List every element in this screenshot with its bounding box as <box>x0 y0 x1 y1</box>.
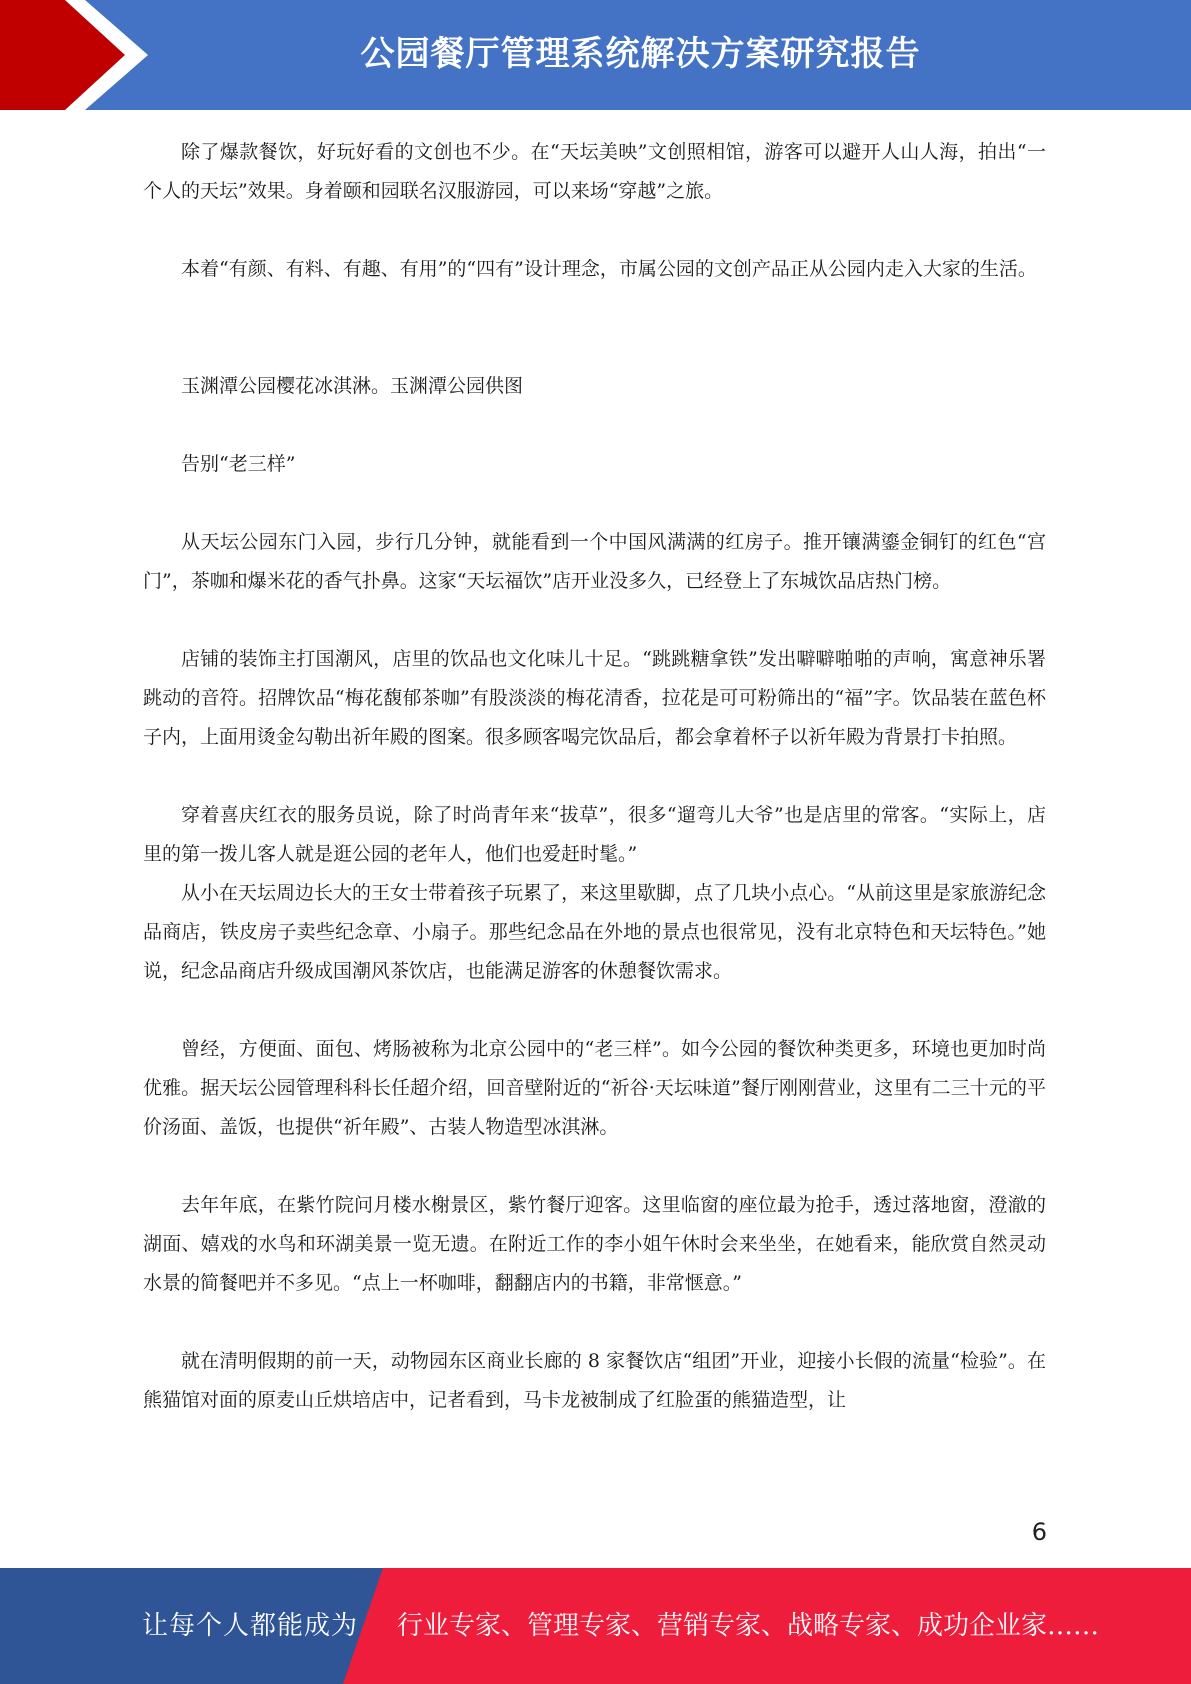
page-footer <box>0 1568 1191 1684</box>
section-heading: 告别“老三样” <box>181 453 296 475</box>
footer-slogan-right: 行业专家、管理专家、营销专家、战略专家、成功企业家…… <box>397 1611 1100 1641</box>
paragraph-cultural-products: 除了爆款餐饮，好玩好看的文创也不少。在“天坛美映”文创照相馆，游客可以避开人山人海，拍出“一个人的天坛”效果。身着颐和园联名汉服游园，可以来场“穿越”之旅。 <box>143 141 1046 202</box>
paragraph-ms-wang: 从小在天坛周边长大的王女士带着孩子玩累了，来这里歇脚，点了几块小点心。“从前这里是家旅游纪念品商店，铁皮房子卖些纪念章、小扇子。那些纪念品在外地的景点也很常见，没有北京特色和天坛特色。”她说，纪念品商店升级成国潮风茶饮店，也能满足游客的休憩餐饮需求。 <box>143 882 1046 982</box>
page-header <box>0 0 1191 110</box>
report-title: 公园餐厅管理系统解决方案研究报告 <box>360 34 921 74</box>
article-body <box>143 133 1046 1420</box>
paragraph-waiter-quote: 穿着喜庆红衣的服务员说，除了时尚青年来“拔草”，很多“遛弯儿大爷”也是店里的常客。“实际上，店里的第一拨儿客人就是逛公园的老年人，他们也爱赶时髦。” <box>143 804 1046 865</box>
footer-slogan-left: 让每个人都能成为 <box>142 1611 359 1641</box>
paragraph-shop-decoration: 店铺的装饰主打国潮风，店里的饮品也文化味儿十足。“跳跳糖拿铁”发出噼噼啪啪的声响，寓意神乐署跳动的音符。招牌饮品“梅花馥郁茶咖”有股淡淡的梅花清香，拉花是可可粉筛出的“福”字。饮品装在蓝色杯子内，上面用烫金勾勒出祈年殿的图案。很多顾客喝完饮品后，都会拿着杯子以祈年殿为背景打卡拍照。 <box>143 648 1046 748</box>
image-caption: 玉渊潭公园樱花冰淇淋。玉渊潭公园供图 <box>181 375 524 397</box>
header-red-arrow <box>0 0 125 110</box>
paragraph-zoo-shops: 就在清明假期的前一天，动物园东区商业长廊的 8 家餐饮店“组团”开业，迎接小长假的流量“检验”。在熊猫馆对面的原麦山丘烘培店中，记者看到，马卡龙被制成了红脸蛋的熊猫造型，让 <box>143 1350 1046 1411</box>
paragraph-zizhu-restaurant: 去年年底，在紫竹院问月楼水榭景区，紫竹餐厅迎客。这里临窗的座位最为抢手，透过落地窗，澄澈的湖面、嬉戏的水鸟和环湖美景一览无遗。在附近工作的李小姐午休时会来坐坐，在她看来，能欣赏自然灵动水景的简餐吧并不多见。“点上一杯咖啡，翻翻店内的书籍，非常惬意。” <box>143 1194 1046 1294</box>
paragraph-tiantan-fuyin: 从天坛公园东门入园，步行几分钟，就能看到一个中国风满满的红房子。推开镶满鎏金铜钉的红色“宫门”，茶咖和爆米花的香气扑鼻。这家“天坛福饮”店开业没多久，已经登上了东城饮品店热门榜。 <box>143 531 1046 592</box>
paragraph-old-three: 曾经，方便面、面包、烤肠被称为北京公园中的“老三样”。如今公园的餐饮种类更多，环境也更加时尚优雅。据天坛公园管理科科长任超介绍，回音壁附近的“祈谷·天坛味道”餐厅刚刚营业，这里有二三十元的平价汤面、盖饭，也提供“祈年殿”、古装人物造型冰淇淋。 <box>143 1038 1046 1138</box>
page-number: 6 <box>1031 1518 1047 1546</box>
paragraph-four-haves: 本着“有颜、有料、有趣、有用”的“四有”设计理念，市属公园的文创产品正从公园内走入大家的生活。 <box>181 258 1037 280</box>
